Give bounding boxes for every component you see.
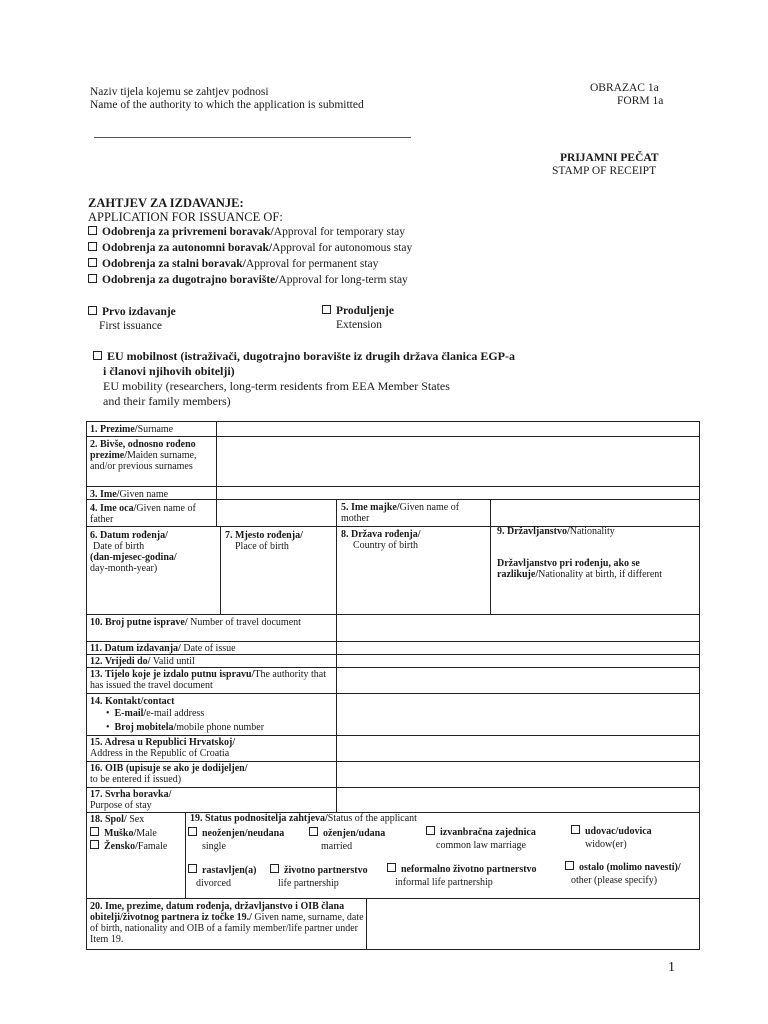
extension-en: Extension: [336, 319, 382, 331]
option-informal-partnership[interactable]: neformalno životno partnerstvo informal life partnership: [387, 863, 537, 888]
checkbox[interactable]: [426, 826, 435, 835]
checkbox[interactable]: [90, 840, 99, 849]
field-father-name-input[interactable]: [217, 500, 336, 526]
field-mother-name-label: 5. Ime majke/Given name of mother: [341, 502, 460, 524]
field-address-input[interactable]: [337, 736, 699, 761]
field-issue-date-label: 11. Datum izdavanja/ Date of issue: [90, 643, 236, 654]
field-contact-label: 14. Kontakt/contact • E-mail/e-mail address • Broj mobitela/mobile phone number: [90, 696, 265, 733]
option-widowed[interactable]: udovac/udovica widow(er): [571, 825, 652, 850]
field-travel-doc-number-label: 10. Broj putne isprave/ Number of travel document: [90, 617, 301, 628]
field-surname-input[interactable]: [217, 422, 699, 436]
field-purpose-input[interactable]: [337, 788, 699, 812]
option-long-term-stay[interactable]: Odobrenja za dugotrajno boravište/Approval for long-term stay: [88, 274, 408, 287]
field-birth-place-label[interactable]: 7. Mjesto rođenja/ Place of birth: [225, 530, 303, 552]
field-issuing-authority-label: 13. Tijelo koje je izdalo putnu ispravu/The authority that has issued the travel document: [90, 669, 327, 691]
field-issue-date-input[interactable]: [337, 642, 699, 654]
field-sex-label: 18. Spol/ Sex: [90, 814, 145, 825]
field-contact-input[interactable]: [337, 694, 699, 735]
option-divorced[interactable]: rastavljen(a) divorced: [188, 864, 256, 889]
field-purpose-label: 17. Svrha boravka/ Purpose of stay: [90, 789, 172, 811]
option-single[interactable]: neoženjen/neudana single: [188, 827, 284, 852]
field-father-name-label: 4. Ime oca/Given name of father: [90, 503, 196, 525]
page-number: 1: [668, 960, 675, 975]
application-title-hr: ZAHTJEV ZA IZDAVANJE:: [88, 196, 244, 210]
field-travel-doc-number-input[interactable]: [337, 615, 699, 641]
authority-label-en: Name of the authority to which the application is submitted: [90, 99, 364, 111]
option-male[interactable]: Muško/Male: [90, 827, 157, 839]
field-issuing-authority-input[interactable]: [337, 668, 699, 693]
field-nationality-label[interactable]: 9. Državljanstvo/Nationality Državljanstvo pri rođenju, ako se razlikuje/Nationality at birth, if different: [497, 526, 663, 580]
option-female[interactable]: Žensko/Famale: [90, 840, 167, 852]
eu-mobility-hr-2: i članovi njihovih obitelji): [103, 364, 235, 378]
field-birth-country-label[interactable]: 8. Država rođenja/ Country of birth: [341, 529, 421, 551]
field-valid-until-label: 12. Vrijedi do/ Valid until: [90, 656, 195, 667]
field-status-label: 19. Status podnositelja zahtjeva/Status of the applicant: [190, 813, 417, 824]
authority-label-hr: Naziv tijela kojemu se zahtjev podnosi: [90, 86, 269, 98]
checkbox[interactable]: [309, 827, 318, 836]
stamp-label-en: STAMP OF RECEIPT: [552, 165, 657, 177]
checkbox[interactable]: [571, 825, 580, 834]
field-address-label: 15. Adresa u Republici Hrvatskoj/ Address in the Republic of Croatia: [90, 737, 236, 759]
stamp-label-hr: PRIJAMNI PEČAT: [560, 152, 659, 164]
first-issuance-en: First issuance: [99, 320, 162, 332]
checkbox[interactable]: [88, 274, 97, 283]
field-given-name-input[interactable]: [217, 487, 699, 499]
option-married[interactable]: oženjen/udana married: [309, 827, 385, 852]
checkbox[interactable]: [93, 351, 102, 360]
form-number-en: FORM 1a: [617, 95, 664, 107]
checkbox[interactable]: [322, 305, 331, 314]
checkbox[interactable]: [270, 864, 279, 873]
application-title-en: APPLICATION FOR ISSUANCE OF:: [88, 210, 283, 224]
field-oib-input[interactable]: [337, 762, 699, 787]
field-surname-label: 1. Prezime/Surname: [90, 424, 174, 435]
authority-underline: [94, 137, 411, 138]
field-given-name-label: 3. Ime/Given name: [90, 489, 169, 500]
option-life-partnership[interactable]: životno partnerstvo life partnership: [270, 864, 368, 889]
option-permanent-stay[interactable]: Odobrenja za stalni boravak/Approval for permanent stay: [88, 258, 378, 271]
checkbox[interactable]: [88, 242, 97, 251]
field-mother-name-input[interactable]: [491, 500, 699, 526]
field-oib-label: 16. OIB (upisuje se ako je dodijeljen/ to be entered if issued): [90, 763, 248, 785]
field-maiden-name-input[interactable]: [217, 437, 699, 486]
option-first-issuance[interactable]: Prvo izdavanje: [88, 306, 176, 319]
eu-mobility-en-2: and their family members): [103, 394, 231, 408]
checkbox[interactable]: [188, 864, 197, 873]
option-temporary-stay[interactable]: Odobrenja za privremeni boravak/Approval for temporary stay: [88, 226, 405, 239]
field-valid-until-input[interactable]: [337, 655, 699, 667]
field-family-member-label: 20. Ime, prezime, datum rođenja, državljanstvo i OIB člana obitelji/životnog partnera iz točke 19./ Given name, surname, date of birth, nationality and OIB of a family member/life partner under Item 19.: [90, 901, 364, 945]
checkbox[interactable]: [88, 306, 97, 315]
option-common-law[interactable]: izvanbračna zajednica common law marriage: [426, 826, 536, 851]
checkbox[interactable]: [387, 863, 396, 872]
checkbox[interactable]: [88, 258, 97, 267]
option-eu-mobility[interactable]: EU mobilnost (istraživači, dugotrajno boravište iz drugih država članica EGP-a: [93, 350, 515, 363]
field-maiden-name-label: 2. Bivše, odnosno rođeno prezime/Maiden surname, and/or previous surnames: [90, 439, 197, 472]
checkbox[interactable]: [88, 226, 97, 235]
checkbox[interactable]: [565, 861, 574, 870]
eu-mobility-en-1: EU mobility (researchers, long-term residents from EEA Member States: [103, 379, 450, 393]
checkbox[interactable]: [188, 827, 197, 836]
checkbox[interactable]: [90, 827, 99, 836]
form-number-hr: OBRAZAC 1a: [590, 82, 659, 94]
field-family-member-input[interactable]: [367, 899, 699, 949]
option-autonomous-stay[interactable]: Odobrenja za autonomni boravak/Approval for autonomous stay: [88, 242, 412, 255]
option-other[interactable]: ostalo (molimo navesti)/ other (please specify): [565, 861, 681, 886]
field-birth-date-label[interactable]: 6. Datum rođenja/ Date of birth (dan-mjesec-godina/ day-month-year): [90, 530, 177, 574]
option-extension[interactable]: Produljenje: [322, 305, 394, 318]
